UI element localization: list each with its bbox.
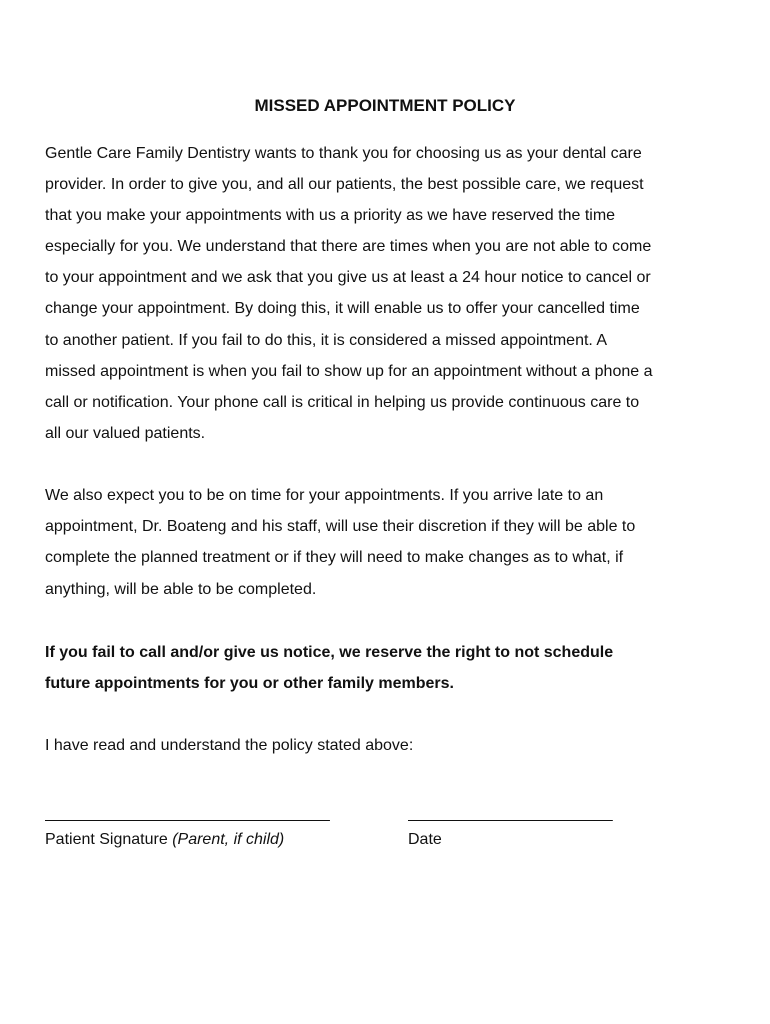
paragraph-1-line: to another patient. If you fail to do this, it is considered a missed appointment. A	[45, 332, 608, 349]
patient-signature-label-text: Patient Signature	[45, 831, 168, 848]
paragraph-2-line: complete the planned treatment or if they will need to make changes as to what, if	[45, 549, 624, 566]
paragraph-2-line: appointment, Dr. Boateng and his staff, will use their discretion if they will be able to	[45, 518, 636, 535]
paragraph-1-line: especially for you. We understand that there are times when you are not able to come	[45, 238, 652, 255]
paragraph-2-line: anything, will be able to be completed.	[45, 581, 317, 598]
document-title: MISSED APPOINTMENT POLICY	[254, 96, 516, 115]
patient-signature-label-note: (Parent, if child)	[172, 831, 285, 848]
patient-signature-label	[45, 830, 284, 850]
paragraph-3-line: future appointments for you or other family members.	[45, 675, 454, 692]
paragraph-1-line: call or notification. Your phone call is critical in helping us provide continuous care to	[45, 394, 640, 411]
paragraph-1-line: provider. In order to give you, and all our patients, the best possible care, we request	[45, 176, 644, 193]
date-label: Date	[408, 831, 442, 848]
paragraph-2-line: We also expect you to be on time for your appointments. If you arrive late to an	[45, 487, 604, 504]
paragraph-1-line: missed appointment is when you fail to show up for an appointment without a phone a	[45, 363, 653, 380]
paragraph-1-line: Gentle Care Family Dentistry wants to thank you for choosing us as your dental care	[45, 145, 642, 162]
paragraph-1-line: change your appointment. By doing this, it will enable us to offer your cancelled time	[45, 300, 640, 317]
paragraph-1-line: that you make your appointments with us a priority as we have reserved the time	[45, 207, 616, 224]
paragraph-3-line: If you fail to call and/or give us notice, we reserve the right to not schedule	[45, 644, 614, 661]
patient-signature-line: ________________________________	[45, 805, 330, 822]
paragraph-1-line: all our valued patients.	[45, 425, 206, 442]
acknowledgement-text: I have read and understand the policy stated above:	[45, 737, 414, 754]
date-signature-line: _______________________	[408, 805, 613, 822]
paragraph-1-line: to your appointment and we ask that you give us at least a 24 hour notice to cancel or	[45, 269, 651, 286]
